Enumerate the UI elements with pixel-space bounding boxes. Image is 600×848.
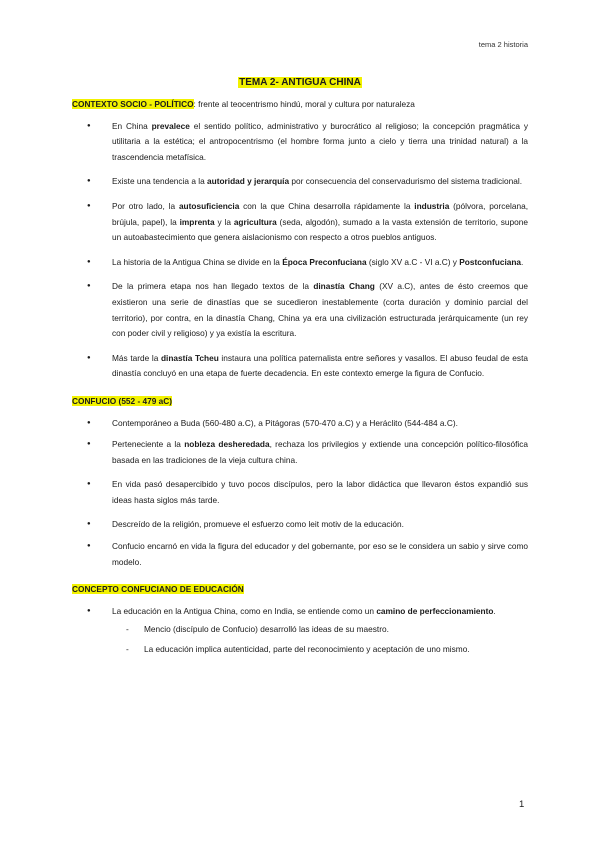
text: Existe una tendencia a la [112, 176, 208, 187]
section-confucio-heading-line [72, 394, 528, 410]
list-item [72, 416, 528, 432]
text: , rechaza los privilegios y extiende una concepción político-filosófica basada en las tradiciones de la vieja cultura china. [112, 439, 528, 465]
list-item [72, 437, 528, 468]
keyword: autosuficiencia [178, 200, 240, 211]
keyword: Época Preconfuciana [282, 256, 367, 267]
text: La historia de la Antigua China se divide en la [112, 256, 283, 267]
section-context-heading-line [72, 97, 528, 113]
text: En China [112, 120, 152, 131]
section-context-heading: CONTEXTO SOCIO - POLÍTICO [72, 99, 194, 109]
document-title: TEMA 2- ANTIGUA CHINA [239, 77, 361, 88]
text: Más tarde la [112, 352, 161, 363]
list-item [72, 477, 528, 508]
section-context-list [72, 119, 528, 382]
text: Perteneciente a la [112, 439, 185, 450]
text: instaura una política paternalista entre señores y vasallos. El abuso feudal de esta dinastía concluyó en una etapa de fuerte decadencia. En este contexto emerge la figura de Confucio. [112, 352, 528, 379]
keyword: dinastía Tcheu [160, 352, 219, 363]
sub-list-item: - La educación implica autenticidad, parte del reconocimiento y aceptación de uno mismo. [112, 642, 528, 658]
text: Confucio encarnó en vida la figura del educador y del gobernante, por eso se le considera un sabio y sirve como modelo. [112, 541, 528, 567]
text: . [493, 605, 496, 616]
list-item [72, 517, 528, 533]
sub-list-item: - Mencio (discípulo de Confucio) desarrolló las ideas de su maestro. [112, 622, 528, 638]
section-education-heading-line [72, 582, 528, 598]
list-item [72, 119, 528, 166]
text: (XV a.C), antes de ésto creemos que existieron una serie de dinastías que se sucedieron inestablemente (corta duración y dominio parcial del territorio), por contra, en la dinastía Chang, China ya era una civilización estructurada jerárquicamente (un rey con poder civil y religioso) y ya existía la escritura. [112, 281, 529, 339]
running-header: tema 2 historia [478, 40, 528, 49]
text: Contemporáneo a Buda (560-480 a.C), a Pitágoras (570-470 a.C) y a Heráclito (544-484 a.C). [112, 417, 458, 428]
keyword: agricultura [233, 216, 277, 227]
keyword: dinastía Chang [313, 281, 375, 292]
list-item [72, 539, 528, 570]
text: En vida pasó desapercibido y tuvo pocos discípulos, pero la labor didáctica que llevaron éstos expandió sus ideas hasta siglos más tarde. [112, 479, 528, 505]
document-title-wrapper [0, 72, 600, 90]
text: (seda, algodón), sumado a la vasta extensión de territorio, supone un autoabastecimiento que genera aislacionismo con respecto a otros pueblos antiguos. [112, 216, 528, 243]
keyword: industria [414, 200, 450, 211]
list-item [72, 199, 528, 246]
keyword: prevalece [151, 120, 190, 131]
section-confucio-heading: CONFUCIO (552 - 479 aC) [72, 395, 173, 406]
section-confucio-list [72, 416, 528, 571]
text: . [521, 256, 524, 267]
list-item [72, 351, 528, 382]
sub-list [112, 622, 528, 657]
text: por consecuencia del conservadurismo del sistema tradicional. [289, 176, 523, 187]
text: Descreído de la religión, promueve el esfuerzo como leit motiv de la educación. [112, 519, 404, 530]
text: (siglo XV a.C - VI a.C) y [366, 256, 460, 267]
text: La educación en la Antigua China, como en India, se entiende como un [112, 605, 377, 616]
text: (pólvora, porcelana, brújula, papel), la [112, 200, 528, 227]
list-item [72, 279, 528, 341]
section-education-heading: CONCEPTO CONFUCIANO DE EDUCACIÓN [72, 584, 244, 595]
page-number: 1 [519, 799, 525, 810]
text: con la que China desarrolla rápidamente la [239, 200, 415, 211]
keyword: Postconfuciana [459, 256, 522, 267]
section-context-subtitle: : frente al teocentrismo hindú, moral y cultura por naturaleza [193, 99, 415, 109]
keyword: camino de perfeccionamiento [376, 605, 494, 616]
list-item [72, 174, 528, 190]
document-body [72, 97, 528, 658]
keyword: nobleza desheredada [184, 439, 270, 450]
text: el sentido político, administrativo y burocrático al religioso; la concepción pragmática y utilitaria a la estética; el antropocentrismo (el hombre forma junto a cielo y tierra una trinidad natural) a la trascendencia metafísica. [112, 120, 528, 162]
list-item [72, 604, 528, 658]
list-item [72, 255, 528, 271]
keyword: autoridad y jerarquía [207, 176, 290, 187]
text: Por otro lado, la [112, 200, 179, 211]
text: y la [214, 216, 234, 227]
keyword: imprenta [179, 216, 215, 227]
text: De la primera etapa nos han llegado textos de la [112, 281, 314, 292]
section-education-list [72, 604, 528, 658]
